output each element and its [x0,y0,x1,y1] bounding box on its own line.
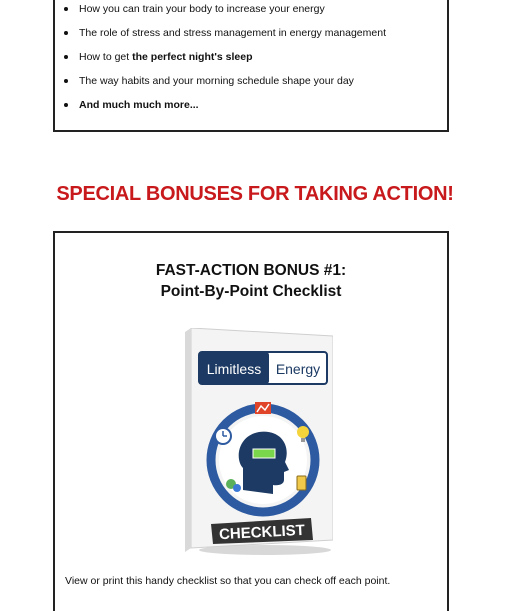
brand-right-text: Energy [275,361,321,377]
bonus-box [53,231,449,611]
brand-left-text: Limitless [206,361,262,377]
special-bonuses-heading: SPECIAL BONUSES FOR TAKING ACTION! [56,183,454,205]
bonus-description: View or print this handy checklist so that you can check off each point. [65,575,391,587]
list-item: How to get the perfect night's sleep [79,51,253,63]
bonus-subtitle: Point-By-Point Checklist [160,283,342,300]
checklist-label: CHECKLIST [218,521,306,544]
list-item: The role of stress and stress management in energy management [79,27,386,39]
benefits-box [53,0,449,132]
checklist-product-image [185,328,333,556]
bonus-title: FAST-ACTION BONUS #1: [155,262,347,279]
list-item: The way habits and your morning schedule shape your day [79,75,354,87]
list-item: And much much more... [79,99,199,111]
list-item: How you can train your body to increase your energy [79,3,325,15]
